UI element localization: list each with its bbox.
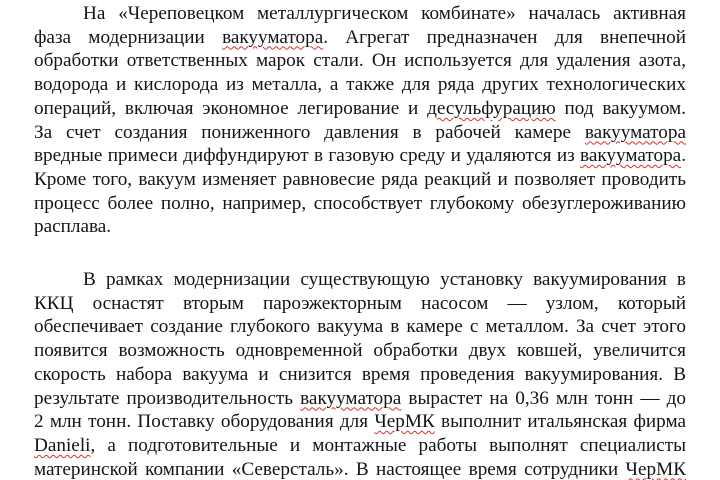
text-line <box>34 363 686 387</box>
text-run: Кроме того, вакуум изменяет равновесие ряда реакций и позволяет проводить <box>34 168 686 190</box>
text-run: За счет создания пониженного давления в рабочей камере <box>34 121 585 143</box>
paragraph-2 <box>34 268 686 480</box>
text-line <box>34 410 686 434</box>
text-run: выполнит итальянская фирма <box>434 411 686 433</box>
misspelled-word[interactable]: десульфурацию <box>427 97 556 119</box>
text-line <box>34 192 686 216</box>
text-run: вредные примеси диффундируют в газовую среду и удаляются из <box>34 145 581 167</box>
text-line <box>34 168 686 192</box>
misspelled-word[interactable]: вакууматора <box>584 121 686 143</box>
paragraph-1 <box>34 2 686 239</box>
text-line <box>34 315 686 339</box>
text-run: появится возможность одновременной обработки двух ковшей, увеличится <box>34 340 686 362</box>
text-run: под вакуумом. <box>555 97 686 119</box>
text-run: вырастет на 0,36 млн тонн — до <box>401 387 686 409</box>
misspelled-word[interactable]: ЧерМК <box>374 411 435 433</box>
text-run: водорода и кислорода из металла, а также для ряда других технологических <box>34 74 686 96</box>
text-line <box>34 339 686 363</box>
text-run: 2 млн тонн. Поставку оборудования для <box>34 411 375 433</box>
misspelled-word[interactable]: Danieli <box>34 434 91 456</box>
text-run: В рамках модернизации существующую установку вакуумирования в <box>83 269 686 290</box>
text-line <box>34 458 686 480</box>
text-run: процесс более полно, например, способствует глубокому обезуглероживанию <box>34 192 686 214</box>
text-line <box>34 215 686 239</box>
text-line <box>34 292 686 316</box>
text-run: . Агрегат предназначен для внепечной <box>323 26 686 48</box>
text-run: обеспечивает создание глубокого вакуума в камере с металлом. За счет этого <box>34 316 686 338</box>
text-run: . <box>681 145 686 167</box>
misspelled-word[interactable]: вакууматора <box>580 145 682 167</box>
misspelled-word[interactable]: вакууматора <box>222 26 324 48</box>
text-run: фаза модернизации <box>34 26 223 48</box>
text-line <box>34 268 686 292</box>
text-line <box>34 26 686 50</box>
text-run: скорость набора вакуума и снизится время проведения вакуумирования. В <box>34 363 686 385</box>
text-line <box>34 73 686 97</box>
text-line <box>34 2 686 26</box>
text-run: расплава. <box>34 216 112 238</box>
text-line <box>34 49 686 73</box>
text-run: На «Череповецком металлургическом комбинате» началась активная <box>83 3 686 24</box>
text-run: обработки ответственных марок стали. Он используется для удаления азота, <box>34 50 686 72</box>
text-line <box>34 97 686 121</box>
text-run: , а подготовительные и монтажные работы выполнят специалисты <box>90 434 686 456</box>
misspelled-word[interactable]: ЧерМК <box>625 458 686 480</box>
text-run: результате производительность <box>34 387 301 409</box>
text-run: операций, включая экономное легирование и <box>34 97 428 119</box>
text-run: материнской компании «Северсталь». В настоящее время сотрудники <box>34 458 626 480</box>
misspelled-word[interactable]: вакууматора <box>300 387 402 409</box>
text-run: ККЦ оснастят вторым пароэжекторным насосом — узлом, который <box>34 292 686 314</box>
text-line <box>34 434 686 458</box>
text-line <box>34 387 686 411</box>
text-line <box>34 121 686 145</box>
text-line <box>34 144 686 168</box>
